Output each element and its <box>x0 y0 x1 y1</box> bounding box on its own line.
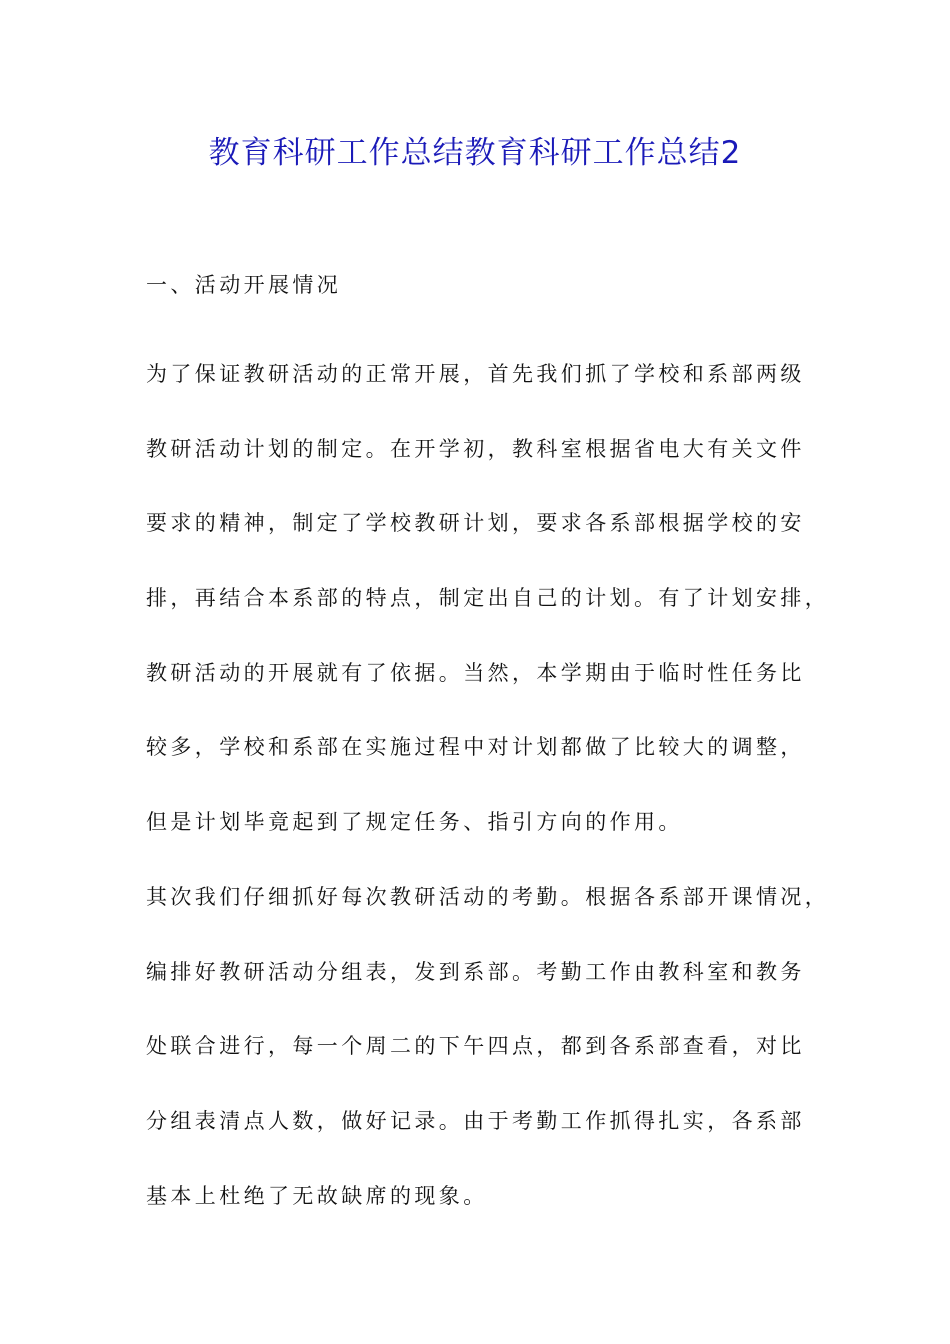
paragraph-line: 但是计划毕竟起到了规定任务、指引方向的作用。 <box>146 810 683 835</box>
paragraph-line: 排，再结合本系部的特点，制定出自己的计划。有了计划安排， <box>146 586 830 611</box>
paragraph-line: 处联合进行，每一个周二的下午四点，都到各系部查看，对比 <box>146 1034 805 1059</box>
paragraph-line: 其次我们仔细抓好每次教研活动的考勤。根据各系部开课情况， <box>146 884 830 909</box>
paragraph-line: 教研活动计划的制定。在开学初，教科室根据省电大有关文件 <box>146 436 805 461</box>
section-heading: 一、活动开展情况 <box>146 273 342 297</box>
document-body <box>146 262 830 1233</box>
document-title: 教育科研工作总结教育科研工作总结2 <box>208 135 742 171</box>
paragraph-line: 编排好教研活动分组表，发到系部。考勤工作由教科室和教务 <box>146 959 805 984</box>
paragraph-line: 教研活动的开展就有了依据。当然，本学期由于临时性任务比 <box>146 660 805 685</box>
paragraph-line: 分组表清点人数，做好记录。由于考勤工作抓得扎实，各系部 <box>146 1108 805 1133</box>
paragraph-1 <box>146 337 830 860</box>
paragraph-line: 基本上杜绝了无故缺席的现象。 <box>146 1183 488 1208</box>
paragraph-line: 为了保证教研活动的正常开展，首先我们抓了学校和系部两级 <box>146 362 805 386</box>
paragraph-2 <box>146 860 830 1233</box>
paragraph-line: 要求的精神，制定了学校教研计划，要求各系部根据学校的安 <box>146 511 805 536</box>
paragraph-line: 较多，学校和系部在实施过程中对计划都做了比较大的调整， <box>146 735 805 760</box>
